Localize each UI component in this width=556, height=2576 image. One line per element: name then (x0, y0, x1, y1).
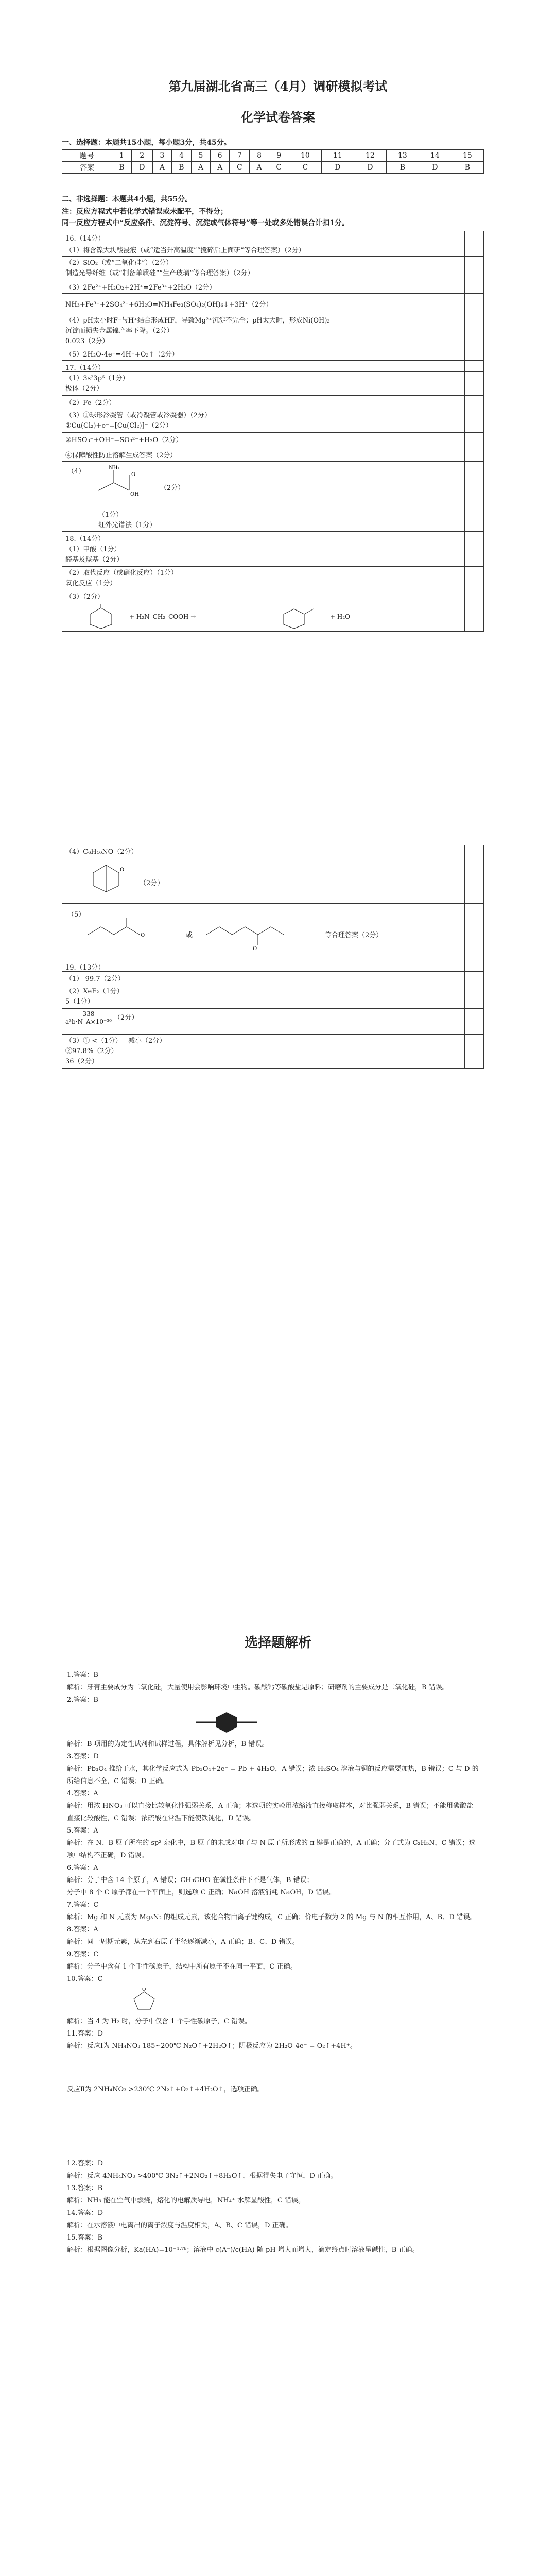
analysis-line: 解析：在水溶液中电离出的离子浓度与温度相关，A、B、C 错误，D 正确。 (67, 2222, 292, 2229)
analysis-line: 解析：反应Ⅰ为 NH₄NO₃ 185~200℃ N₂O↑+2H₂O↑；阴极反应为 2H₂O-4e⁻ = O₂↑+4H⁺。 (67, 2042, 357, 2050)
density-fraction (65, 1010, 112, 1025)
question-number: 4 (172, 150, 192, 162)
part2-heading: 二、非选择题：本题共4小题，共55分。 (62, 195, 193, 204)
svg-text:O: O (141, 933, 145, 938)
answer-text: 0.023（2分） (65, 337, 109, 345)
answer-cell: D (354, 162, 386, 174)
answer-text: 36（2分） (65, 1058, 98, 1065)
answer-text: ②Cu(Cl₂)+e⁻=[Cu(Cl₂)]⁻（2分） (65, 422, 172, 430)
question-number: 6 (211, 150, 230, 162)
q18-part1 (62, 543, 483, 566)
answer-cell: A (152, 162, 171, 174)
reaction-arrow-text: + H₂N–CH₂–COOH → (129, 613, 196, 620)
answer-text: （2）XeF₂（1分） (65, 988, 124, 995)
analysis-line: 10.答案：C (67, 1975, 103, 1983)
answer-text: （2）Fe（2分） (65, 399, 116, 407)
answer-text: （5） (67, 911, 85, 919)
question-number: 5 (191, 150, 210, 162)
part1-heading: 一、选择题：本题共15小题，每小题3分，共45分。 (62, 139, 231, 147)
fraction-numerator: 338 (82, 1010, 95, 1018)
answer-cell: D (131, 162, 152, 174)
analysis-line: 7.答案：C (67, 1901, 99, 1909)
part-label: （4） (67, 468, 85, 476)
question-number: 3 (152, 150, 171, 162)
answer-cell: A (211, 162, 230, 174)
answer-cell: C (289, 162, 321, 174)
answer-block-1 (62, 231, 484, 632)
analysis-line: 解析：NH₃ 能在空气中燃烧，熔化的电解质导电，NH₄⁺ 水解显酸性，C 错误。 (67, 2197, 305, 2205)
fraction-denominator: a³b·N_A×10⁻³⁰ (65, 1018, 112, 1025)
answer-text: 醛基及羰基（2分） (65, 556, 124, 564)
q16-part4 (62, 314, 483, 347)
q18-part5 (62, 903, 483, 960)
answer-text: ③HSO₃⁻+OH⁻=SO₃²⁻+H₂O（2分） (65, 436, 183, 444)
analysis-line: 解析：在 N、B 原子所在的 sp² 杂化中，B 原子的未成对电子与 N 原子所形成的 π 键是正确的，A 正确；分子式为 C₂H₅N，C 错误；选项中结构不正确，D 错误。 (67, 1839, 476, 1859)
answer-text: 或 (186, 931, 193, 939)
answer-cell: B (451, 162, 483, 174)
analysis-line: 13.答案：B (67, 2184, 103, 2192)
answer-cell: A (250, 162, 269, 174)
q19-part4 (62, 1034, 483, 1068)
analysis-line: 解析：用浓 HNO₃ 可以直接比较氧化性强弱关系，A 正确；本选项的实验用浓缩液直接称取样本，对比强弱关系，B 错误；不能用碳酸盐直接比较酸性，C 错误；浓硫酸在常温下能使铁钝化，D 错误。 (67, 1802, 474, 1822)
answer-text: 极体（2分） (65, 385, 103, 393)
answer-table-answers-row (62, 162, 484, 174)
answer-text: （4）pH太小时F⁻与H⁺结合形成HF，导致Mg²⁺沉淀不完全；pH太大时，形成Ni(OH)₂ (65, 317, 330, 325)
answer-text: 制造光导纤维（或“制备单质硅”“生产玻璃”等合理答案）（2分） (65, 269, 254, 277)
analysis-line: 8.答案：A (67, 1926, 98, 1934)
answer-text: ④保障酸性防止溶解生成答案（2分） (65, 452, 177, 460)
answer-cell: A (191, 162, 210, 174)
q17-part2 (62, 395, 483, 409)
answer-text: （1）-99.7（2分） (65, 975, 125, 983)
product-structure (279, 604, 320, 630)
q17-part3a (62, 409, 483, 432)
q18-part2 (62, 566, 483, 590)
answer-text: （1）3s²3p⁶（1分） (65, 375, 129, 382)
answer-cell: D (419, 162, 451, 174)
answer-cell: C (230, 162, 250, 174)
answer-text: （3）2Fe²⁺+H₂O₂+2H⁺=2Fe³⁺+2H₂O（2分） (65, 284, 216, 292)
answer-block-2 (62, 845, 484, 1069)
answer-cell: D (321, 162, 354, 174)
question-number: 8 (250, 150, 269, 162)
answer-cell: B (172, 162, 192, 174)
q17-header: 17.（14分） (62, 360, 483, 371)
q19-part2 (62, 985, 483, 1008)
q19-part3 (62, 1008, 483, 1034)
analysis-line: 5.答案：A (67, 1827, 98, 1835)
answer-text: 沉淀而损失金属镍产率下降。（2分） (65, 327, 173, 335)
question-number: 15 (451, 150, 483, 162)
answer-text: （2）SiO₂（或“二氧化硅”）（2分） (65, 259, 173, 267)
analysis-line: 12.答案：D (67, 2160, 103, 2167)
answer-text: （2分） (140, 879, 164, 887)
analysis-line: 14.答案：D (67, 2209, 103, 2217)
q16-part3 (62, 280, 483, 293)
question-number: 12 (354, 150, 386, 162)
analysis-line: 解析：根据图像分析，Ka(HA)=10⁻⁴·⁷⁶；溶液中 c(A⁻)/c(HA) 随 pH 增大而增大，滴定终点时溶液呈碱性，B 正确。 (67, 2246, 419, 2254)
answer-text: ②97.8%（2分） (65, 1047, 118, 1055)
analysis-line: 解析：分子中含 14 个原子，A 错误；CH₃CHO 在碱性条件下不是气体，B 错误； (67, 1876, 314, 1884)
answer-text: （2）取代反应（或硝化反应）（1分） (65, 569, 178, 577)
answer-table-numbers-row (62, 150, 484, 162)
analysis-line: 解析：反应 4NH₄NO₃ >400℃ 3N₂↑+2NO₂↑+8H₂O↑，根据得失电子守恒，D 正确。 (67, 2172, 337, 2180)
answer-table (62, 149, 484, 174)
question-number: 10 (289, 150, 321, 162)
answer-text: （3）①球形冷凝管（或冷凝管或冷凝器）（2分） (65, 412, 212, 419)
analysis-body (67, 1669, 479, 2257)
q17-part3d (62, 448, 483, 461)
answer-cell: C (269, 162, 289, 174)
question-number: 7 (230, 150, 250, 162)
question-number: 2 (131, 150, 152, 162)
analysis-line: 解析：牙膏主要成分为二氧化硅，大量使用会影响环境中生物。碳酸钙等碳酸盐是原料；研磨剂的主要成分是二氧化硅，B 错误。 (67, 1684, 449, 1691)
svg-text:NH₂: NH₂ (109, 465, 120, 471)
svg-text:O: O (253, 946, 257, 950)
svg-text:O: O (131, 472, 136, 478)
question-number: 13 (386, 150, 419, 162)
analysis-line: 解析：分子中含有 1 个手性碳原子，结构中所有原子不在同一平面，C 正确。 (67, 1963, 297, 1971)
q16-part1 (62, 243, 483, 256)
q18-header: 18.（14分） (62, 531, 483, 543)
answer-text: 等合理答案（2分） (325, 931, 383, 939)
answer-text: 氧化反应（1分） (65, 580, 117, 587)
analysis-line: 2.答案：B (67, 1696, 98, 1704)
analysis-line: 9.答案：C (67, 1951, 99, 1958)
answer-text: （1）甲酸（1分） (65, 546, 121, 553)
question-number: 14 (419, 150, 451, 162)
svg-text:O: O (120, 867, 125, 873)
analysis-line: 11.答案：D (67, 2030, 103, 2038)
q16-part2 (62, 256, 483, 280)
q17-part3c (62, 432, 483, 448)
analysis-line: 3.答案：D (67, 1753, 99, 1760)
answer-text: （5）2H₂O-4e⁻=4H⁺+O₂↑（2分） (65, 351, 179, 359)
answer-text: （4）C₆H₁₀NO（2分） (65, 848, 138, 856)
answer-text: （2分） (160, 484, 185, 492)
answer-text: 红外光谱法（1分） (98, 521, 157, 529)
bicyclic-structure (83, 860, 129, 896)
q16-header: 16.（14分） (62, 231, 483, 243)
analysis-line: 解析：B 项用的为定性试剂和试样过程，具体解析见分析，B 错误。 (67, 1740, 269, 1748)
question-number: 11 (321, 150, 354, 162)
analysis-line: 解析：同一周期元素，从左到右原子半径逐渐减小，A 正确；B、C、D 错误。 (67, 1938, 299, 1946)
isomer-structure-2 (201, 914, 320, 950)
analysis-line: 解析：Mg 和 N 元素为 Mg₃N₂ 的组成元素，该化合物由离子键构成，C 正确；价电子数为 2 的 Mg 与 N 的相互作用，A、B、D 错误。 (67, 1913, 477, 1921)
question-number: 1 (112, 150, 132, 162)
part2-note: 同一反应方程式中“反应条件、沉淀符号、沉淀或气体符号”等一处或多处错误合计扣1分。 (62, 219, 349, 227)
analysis-line: 4.答案：A (67, 1790, 98, 1798)
answer-text: （3）① <（1分） (65, 1037, 122, 1045)
q17-part4 (62, 461, 483, 531)
analysis-line: 6.答案：A (67, 1864, 98, 1872)
answer-text: NH₃+Fe³⁺+2SO₄²⁻+6H₂O=NH₄Fe₃(SO₄)₂(OH)₆↓+3H⁺（2分） (65, 301, 273, 309)
answer-text: 5（1分） (65, 998, 94, 1006)
answer-text: （1分） (98, 511, 123, 519)
analysis-line: 解析：Pb₃O₄ 推给于水，其化学反应式为 Pb₃O₄+2e⁻ = Pb + 4H₂O，A 错误；浓 H₂SO₄ 溶液与铜的反应需要加热，B 错误；C 与 D 的所给信息不全，C 错误；D 正确。 (67, 1765, 479, 1785)
isomer-structure-1 (83, 914, 176, 950)
analysis-line: 1.答案：B (67, 1671, 98, 1679)
amino-acid-structure (88, 465, 150, 506)
analysis-title: 选择题解析 (244, 1635, 311, 1651)
answer-text: （3）（2分） (65, 593, 105, 601)
q16-part5 (62, 347, 483, 360)
question-number: 9 (269, 150, 289, 162)
answer-cell: B (112, 162, 132, 174)
answer-text: 减小（2分） (128, 1037, 166, 1045)
analysis-line: 15.答案：B (67, 2234, 103, 2242)
ring-structure-icon (129, 1988, 160, 2013)
q17-part1 (62, 371, 483, 395)
q19-part1 (62, 971, 483, 985)
exam-title: 第九届湖北省高三（4月）调研模拟考试 (168, 79, 388, 94)
svg-text:OH: OH (130, 492, 139, 497)
answer-text: + H₂O (330, 613, 350, 620)
svg-text:O: O (142, 1988, 146, 1992)
answer-text: （1）将含镍大块酸浸液（或“适当升高温度”“搅碎后上面研”等合理答案）（2分） (65, 247, 305, 255)
analysis-line: 反应Ⅱ为 2NH₄NO₃ >230℃ 2N₂↑+O₂↑+4H₂O↑，选项正确。 (67, 2086, 264, 2093)
decorative-molecule-icon (196, 1709, 257, 1735)
q16-part3b (62, 293, 483, 314)
answer-table-label: 题号 (62, 150, 112, 162)
analysis-line: 解析：当 4 为 H₂ 时，分子中仅含 1 个手性碳原子，C 错误。 (67, 2018, 251, 2025)
cyclohexanone-structure (83, 604, 119, 630)
q18-part4 (62, 845, 483, 903)
answer-line (65, 1036, 480, 1046)
answer-cell: B (386, 162, 419, 174)
part2-note: 注：反应方程式中若化学式错误或未配平，不得分； (62, 208, 228, 216)
answer-table-label: 答案 (62, 162, 112, 174)
q18-part3 (62, 590, 483, 631)
answer-text: （2分） (114, 1014, 138, 1022)
answer-subtitle: 化学试卷答案 (241, 110, 315, 125)
analysis-line: 分子中 8 个 C 原子都在一个平面上，则选项 C 正确；NaOH 溶液消耗 NaOH，D 错误。 (67, 1889, 336, 1896)
q19-header: 19.（13分） (62, 960, 483, 971)
